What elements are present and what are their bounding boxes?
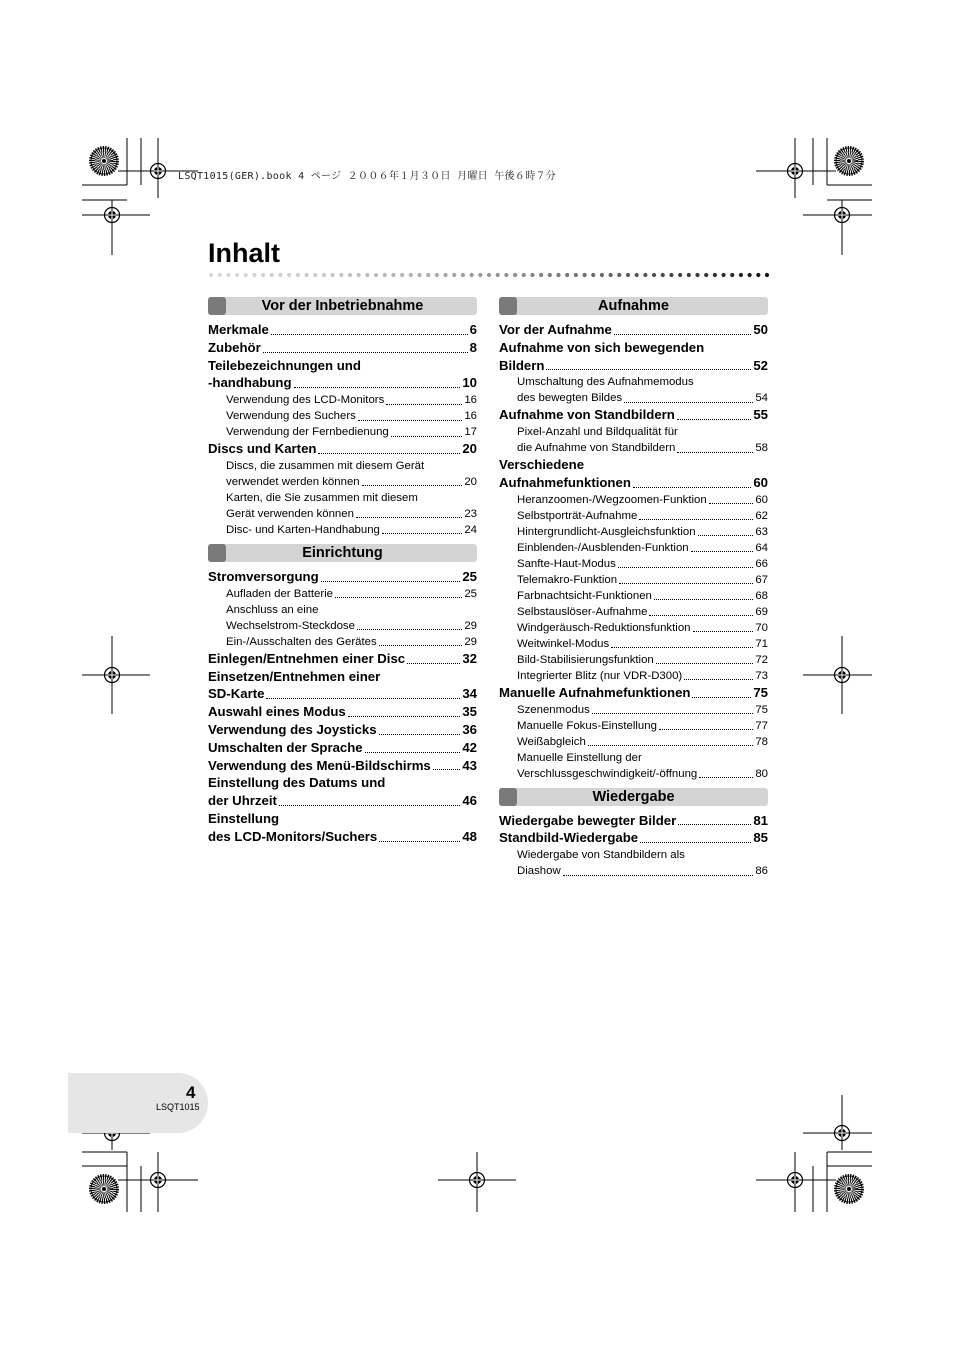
dot-leader [358, 420, 463, 421]
dot-leader [692, 697, 751, 698]
rule-dot [244, 273, 248, 277]
toc-page-number: 68 [755, 589, 768, 602]
section-heading-label: Vor der Inbetriebnahme [261, 298, 424, 314]
dot-leader [677, 452, 753, 453]
toc-page-number: 67 [755, 573, 768, 586]
toc-page-number: 55 [753, 407, 768, 423]
toc-page-number: 16 [464, 394, 477, 407]
toc-page-number: 69 [755, 605, 768, 618]
page-number: 4 [186, 1083, 196, 1102]
section-heading-label: Einrichtung [302, 544, 383, 561]
toc-entry-title: Selbstporträt-Aufnahme [517, 509, 638, 522]
dot-leader [639, 519, 753, 520]
toc-subentry[interactable] [499, 524, 768, 540]
toc-entry[interactable] [208, 440, 477, 458]
rule-dot [235, 273, 239, 277]
toc-subentry[interactable] [208, 634, 477, 650]
toc-entry-title: Heranzoomen-/Wegzoomen-Funktion [517, 493, 707, 506]
dot-leader [633, 487, 751, 488]
toc-page-number: 64 [755, 541, 768, 554]
toc-entry-line: Einsetzen/Entnehmen einer [208, 668, 381, 684]
toc-page-number: 29 [464, 619, 477, 632]
toc-entry-title: Standbild-Wiedergabe [499, 830, 639, 846]
toc-entry-title: Wiedergabe bewegter Bilder [499, 812, 677, 828]
rule-dot [582, 273, 586, 277]
dot-leader [618, 567, 754, 568]
toc-page-number: 54 [755, 392, 768, 405]
toc-entry[interactable] [499, 406, 768, 424]
rule-dot [435, 273, 439, 277]
dot-leader [588, 745, 754, 746]
rule-dot [756, 273, 760, 277]
toc-subentry[interactable] [499, 668, 768, 684]
rule-dot [322, 273, 326, 277]
toc-page-number: 66 [755, 557, 768, 570]
toc-entry-title: Verwendung des Suchers [226, 410, 356, 423]
toc-page-number: 17 [464, 426, 477, 439]
toc-entry-title: Aufnahmefunktionen [499, 474, 631, 490]
toc-page-number: 52 [753, 357, 768, 373]
dot-leader [379, 734, 461, 735]
toc-subentry[interactable] [499, 652, 768, 668]
toc-page-number: 36 [462, 721, 477, 737]
toc-entry-line: Teilebezeichnungen und [208, 357, 361, 373]
rule-dot [652, 273, 656, 277]
section-heading [499, 297, 768, 315]
dot-leader [266, 698, 460, 699]
section-heading [208, 544, 477, 562]
toc-page-number: 16 [464, 410, 477, 423]
toc-page-number: 20 [464, 475, 477, 488]
toc-entry-line: Einstellung des Datums und [208, 775, 386, 791]
toc-entry-title: Manuelle Aufnahmefunktionen [499, 684, 691, 700]
rule-dot [748, 273, 752, 277]
section-heading-label: Wiedergabe [592, 788, 675, 805]
toc-entry-title: SD-Karte [208, 686, 265, 702]
dot-leader [365, 752, 461, 753]
dot-leader [386, 404, 462, 405]
dot-leader [379, 841, 460, 842]
dot-leader [649, 615, 753, 616]
dot-leader [279, 805, 460, 806]
rule-dot [496, 273, 500, 277]
toc-entry-title: Gerät verwenden können [226, 507, 354, 520]
toc-page-number: 35 [462, 704, 477, 720]
toc-subentry-line: Pixel-Anzahl und Bildqualität für [517, 426, 678, 439]
toc-entry-title: Sanfte-Haut-Modus [517, 557, 616, 570]
toc-entry-title: Szenenmodus [517, 703, 590, 716]
rule-dot [296, 273, 300, 277]
rule-dot [739, 273, 743, 277]
toc-entry-title: Discs und Karten [208, 441, 317, 457]
rule-dot [304, 273, 308, 277]
toc-entry-title: Aufnahme von Standbildern [499, 407, 675, 423]
dot-leader [592, 713, 754, 714]
toc-page-number: 81 [753, 812, 768, 828]
toc-subentry[interactable] [499, 440, 768, 456]
rule-dot [661, 273, 665, 277]
toc-entry[interactable] [208, 792, 477, 810]
dot-leader [611, 647, 753, 648]
rule-dot [530, 273, 534, 277]
toc-page-number: 46 [462, 793, 477, 809]
dot-leader [379, 645, 463, 646]
rule-dot [574, 273, 578, 277]
toc-entry-title: Umschalten der Sprache [208, 739, 363, 755]
rule-dot [452, 273, 456, 277]
toc-page-number: 85 [753, 830, 768, 846]
toc-subentry[interactable] [499, 508, 768, 524]
toc-entry-title: Weitwinkel-Modus [517, 637, 610, 650]
dot-leader [271, 334, 468, 335]
toc-entry[interactable] [208, 828, 477, 846]
toc-entry-title: Einlegen/Entnehmen einer Disc [208, 650, 406, 666]
rule-dot [348, 273, 352, 277]
toc-subentry-line: Wiedergabe von Standbildern als [517, 849, 685, 862]
rule-dot [678, 273, 682, 277]
toc-entry-title: Zubehör [208, 339, 261, 355]
toc-page-number: 42 [462, 739, 477, 755]
toc-page-number: 32 [462, 650, 477, 666]
dot-leader [563, 875, 754, 876]
dot-leader [640, 842, 751, 843]
toc-page-number: 25 [464, 587, 477, 600]
toc-entry[interactable] [499, 684, 768, 702]
toc-entry-title: Verwendung des LCD-Monitors [226, 394, 385, 407]
toc-page-number: 60 [753, 474, 768, 490]
toc-subentry[interactable] [208, 392, 477, 408]
toc-subentry[interactable] [499, 863, 768, 879]
toc-page-number: 80 [755, 767, 768, 780]
toc-subentry[interactable] [499, 734, 768, 750]
dot-leader [656, 663, 754, 664]
dot-leader [294, 387, 461, 388]
rule-dot [643, 273, 647, 277]
toc-entry[interactable] [208, 339, 477, 357]
rule-dot [365, 273, 369, 277]
toc-entry-title: Diashow [517, 865, 561, 878]
dot-leader [691, 551, 754, 552]
dot-leader [263, 352, 468, 353]
rule-dot [687, 273, 691, 277]
rule-dot [539, 273, 543, 277]
toc-subentry[interactable] [208, 586, 477, 602]
toc-page-number: 6 [469, 322, 477, 337]
rule-dot [626, 273, 630, 277]
dot-leader [619, 583, 753, 584]
page-title: Inhalt [208, 238, 280, 268]
toc-page-number: 70 [755, 621, 768, 634]
toc-entry-title: Integrierter Blitz (nur VDR-D300) [517, 669, 683, 682]
rule-dot [339, 273, 343, 277]
section-heading-label: Aufnahme [598, 298, 669, 314]
rule-dot [591, 273, 595, 277]
dot-leader [709, 503, 754, 504]
toc-subentry-line: Anschluss an eine [226, 603, 319, 616]
toc-page-number: 10 [462, 375, 477, 391]
dot-leader [693, 631, 754, 632]
dot-leader [391, 436, 463, 437]
toc-entry-title: Manuelle Fokus-Einstellung [517, 719, 657, 732]
rule-dot [556, 273, 560, 277]
rule-dot [426, 273, 430, 277]
dot-leader [684, 679, 753, 680]
section-marker-icon [499, 297, 517, 315]
toc-entry-title: des LCD-Monitors/Suchers [208, 828, 378, 844]
rule-dot [617, 273, 621, 277]
toc-entry[interactable] [208, 703, 477, 721]
model-code: LSQT1015 [156, 1102, 200, 1112]
toc-entry-line: Einstellung [208, 810, 280, 826]
toc-entry-title: Verwendung der Fernbedienung [226, 426, 389, 439]
toc-subentry[interactable] [499, 556, 768, 572]
toc-entry-title: Hintergrundlicht-Ausgleichsfunktion [517, 525, 696, 538]
toc-page-number: 62 [755, 509, 768, 522]
rule-dot [487, 273, 491, 277]
toc-entry-title: Windgeräusch-Reduktionsfunktion [517, 621, 691, 634]
rule-dot [565, 273, 569, 277]
toc-subentry[interactable] [499, 636, 768, 652]
rule-dot [478, 273, 482, 277]
toc-subentry[interactable] [499, 390, 768, 406]
toc-subentry[interactable] [499, 588, 768, 604]
toc-subentry[interactable] [499, 718, 768, 734]
toc-entry[interactable] [499, 321, 768, 339]
toc-entry-title: -handhabung [208, 375, 292, 391]
toc-subentry[interactable] [208, 474, 477, 490]
rule-dot [635, 273, 639, 277]
section-heading [208, 297, 477, 315]
toc-right-column [499, 297, 768, 879]
toc-page-number: 75 [753, 684, 768, 700]
toc-page-number: 43 [462, 757, 477, 773]
rule-dot [400, 273, 404, 277]
toc-entry-title: Telemakro-Funktion [517, 573, 618, 586]
toc-entry[interactable] [499, 474, 768, 492]
toc-subentry[interactable] [208, 408, 477, 424]
rule-dot [261, 273, 265, 277]
dot-leader [362, 485, 463, 486]
section-marker-icon [499, 788, 517, 806]
toc-entry[interactable] [208, 739, 477, 757]
toc-subentry[interactable] [499, 604, 768, 620]
rule-dot [313, 273, 317, 277]
toc-entry[interactable] [208, 721, 477, 739]
toc-page-number: 8 [469, 339, 477, 355]
toc-subentry[interactable] [499, 620, 768, 636]
toc-entry[interactable] [208, 650, 477, 668]
toc-entry-title: Selbstauslöser-Aufnahme [517, 605, 648, 618]
dot-leader [335, 597, 462, 598]
rule-dot [730, 273, 734, 277]
rule-dot [209, 273, 213, 277]
rule-dot [470, 273, 474, 277]
dot-leader [614, 334, 751, 335]
toc-page-number: 77 [755, 719, 768, 732]
rule-dot [391, 273, 395, 277]
toc-subentry-line: Umschaltung des Aufnahmemodus [517, 376, 694, 389]
toc-page-number: 23 [464, 507, 477, 520]
toc-subentry[interactable] [208, 522, 477, 538]
toc-entry-title: Auswahl eines Modus [208, 704, 346, 720]
rule-dot [461, 273, 465, 277]
dot-leader [357, 629, 462, 630]
rule-dot [270, 273, 274, 277]
toc-subentry[interactable] [499, 572, 768, 588]
section-marker-icon [208, 544, 226, 562]
toc-page-number: 63 [755, 525, 768, 538]
toc-subentry[interactable] [499, 702, 768, 718]
rule-dot [695, 273, 699, 277]
print-header-line: LSQT1015(GER).book 4 ページ ２００６年１月３０日 月曜日 午後６時７分 [178, 171, 557, 182]
toc-subentry[interactable] [499, 492, 768, 508]
toc-entry-line: Verschiedene [499, 457, 585, 473]
toc-entry[interactable] [208, 321, 477, 339]
toc-page-number: 29 [464, 635, 477, 648]
rule-dot [443, 273, 447, 277]
toc-subentry[interactable] [208, 506, 477, 522]
dot-leader [677, 419, 751, 420]
dot-leader [678, 824, 751, 825]
toc-page-number: 50 [753, 322, 768, 337]
toc-entry-title: Stromversorgung [208, 568, 319, 584]
rule-dot [721, 273, 725, 277]
rule-dot [704, 273, 708, 277]
dot-leader [699, 777, 753, 778]
toc-entry-title: Disc- und Karten-Handhabung [226, 523, 380, 536]
rule-dot [669, 273, 673, 277]
toc-subentry[interactable] [208, 618, 477, 634]
toc-entry-title: verwendet werden können [226, 475, 360, 488]
toc-entry-title: Verwendung des Joysticks [208, 721, 377, 737]
rule-dot [218, 273, 222, 277]
rule-dot [226, 273, 230, 277]
toc-page-number: 20 [462, 441, 477, 457]
rule-dot [765, 273, 769, 277]
toc-entry-title: Verschlussgeschwindigkeit/-öffnung [517, 767, 698, 780]
dot-leader [407, 663, 460, 664]
toc-subentry-line: Karten, die Sie zusammen mit diesem [226, 491, 418, 504]
section-heading [499, 788, 768, 806]
rule-dot [548, 273, 552, 277]
toc-entry[interactable] [208, 374, 477, 392]
toc-entry-title: Ein-/Ausschalten des Gerätes [226, 635, 377, 648]
rule-dot [331, 273, 335, 277]
toc-subentry-line: Manuelle Einstellung der [517, 751, 642, 764]
dot-leader [654, 599, 753, 600]
toc-left-column [208, 297, 477, 846]
toc-subentry-line: Discs, die zusammen mit diesem Gerät [226, 459, 425, 472]
title-dotted-rule [208, 271, 770, 279]
dot-leader [433, 769, 461, 770]
rule-dot [600, 273, 604, 277]
dot-leader [348, 716, 461, 717]
toc-subentry[interactable] [499, 540, 768, 556]
section-marker-icon [208, 297, 226, 315]
toc-page-number: 72 [755, 653, 768, 666]
toc-entry-line: Aufnahme von sich bewegenden [499, 339, 705, 355]
toc-page-number: 34 [462, 686, 477, 702]
toc-entry-title: Aufladen der Batterie [226, 587, 334, 600]
rule-dot [504, 273, 508, 277]
toc-entry-title: des bewegten Bildes [517, 392, 623, 405]
toc-page-number: 48 [462, 828, 477, 844]
rule-dot [522, 273, 526, 277]
dot-leader [624, 402, 753, 403]
toc-page-number: 24 [464, 523, 477, 536]
rule-dot [513, 273, 517, 277]
toc-subentry[interactable] [208, 424, 477, 440]
dot-leader [382, 533, 462, 534]
rule-dot [374, 273, 378, 277]
toc-entry-title: Einblenden-/Ausblenden-Funktion [517, 541, 689, 554]
dot-leader [356, 517, 462, 518]
toc-entry-title: Merkmale [208, 322, 269, 337]
toc-page-number: 78 [755, 735, 768, 748]
toc-entry[interactable] [208, 568, 477, 586]
rule-dot [383, 273, 387, 277]
toc-entry-title: Wechselstrom-Steckdose [226, 619, 355, 632]
rule-dot [287, 273, 291, 277]
toc-page-number: 71 [755, 637, 768, 650]
toc-page-number: 58 [755, 442, 768, 455]
rule-dot [252, 273, 256, 277]
dot-leader [659, 729, 753, 730]
toc-entry-title: Bild-Stabilisierungsfunktion [517, 653, 654, 666]
toc-page-number: 25 [462, 568, 477, 584]
toc-entry-title: Weißabgleich [517, 735, 586, 748]
rule-dot [713, 273, 717, 277]
rule-dot [417, 273, 421, 277]
toc-entry[interactable] [208, 757, 477, 775]
toc-entry-title: der Uhrzeit [208, 793, 277, 809]
toc-entry[interactable] [499, 812, 768, 830]
toc-entry-title: Verwendung des Menü-Bildschirms [208, 757, 431, 773]
toc-entry-title: die Aufnahme von Standbildern [517, 442, 676, 455]
toc-entry[interactable] [499, 829, 768, 847]
toc-page-number: 60 [755, 493, 768, 506]
rule-dot [609, 273, 613, 277]
dot-leader [318, 453, 460, 454]
dot-leader [698, 535, 754, 536]
toc-page-number: 75 [755, 703, 768, 716]
toc-subentry[interactable] [499, 766, 768, 782]
rule-dot [409, 273, 413, 277]
toc-entry-title: Bildern [499, 357, 545, 373]
rule-dot [357, 273, 361, 277]
dot-leader [321, 581, 461, 582]
dot-leader [546, 369, 751, 370]
toc-page-number: 86 [755, 865, 768, 878]
toc-page-number: 73 [755, 669, 768, 682]
toc-entry-title: Farbnachtsicht-Funktionen [517, 589, 652, 602]
toc-entry[interactable] [208, 685, 477, 703]
toc-entry[interactable] [499, 357, 768, 375]
rule-dot [278, 273, 282, 277]
toc-entry-title: Vor der Aufnahme [499, 322, 612, 337]
